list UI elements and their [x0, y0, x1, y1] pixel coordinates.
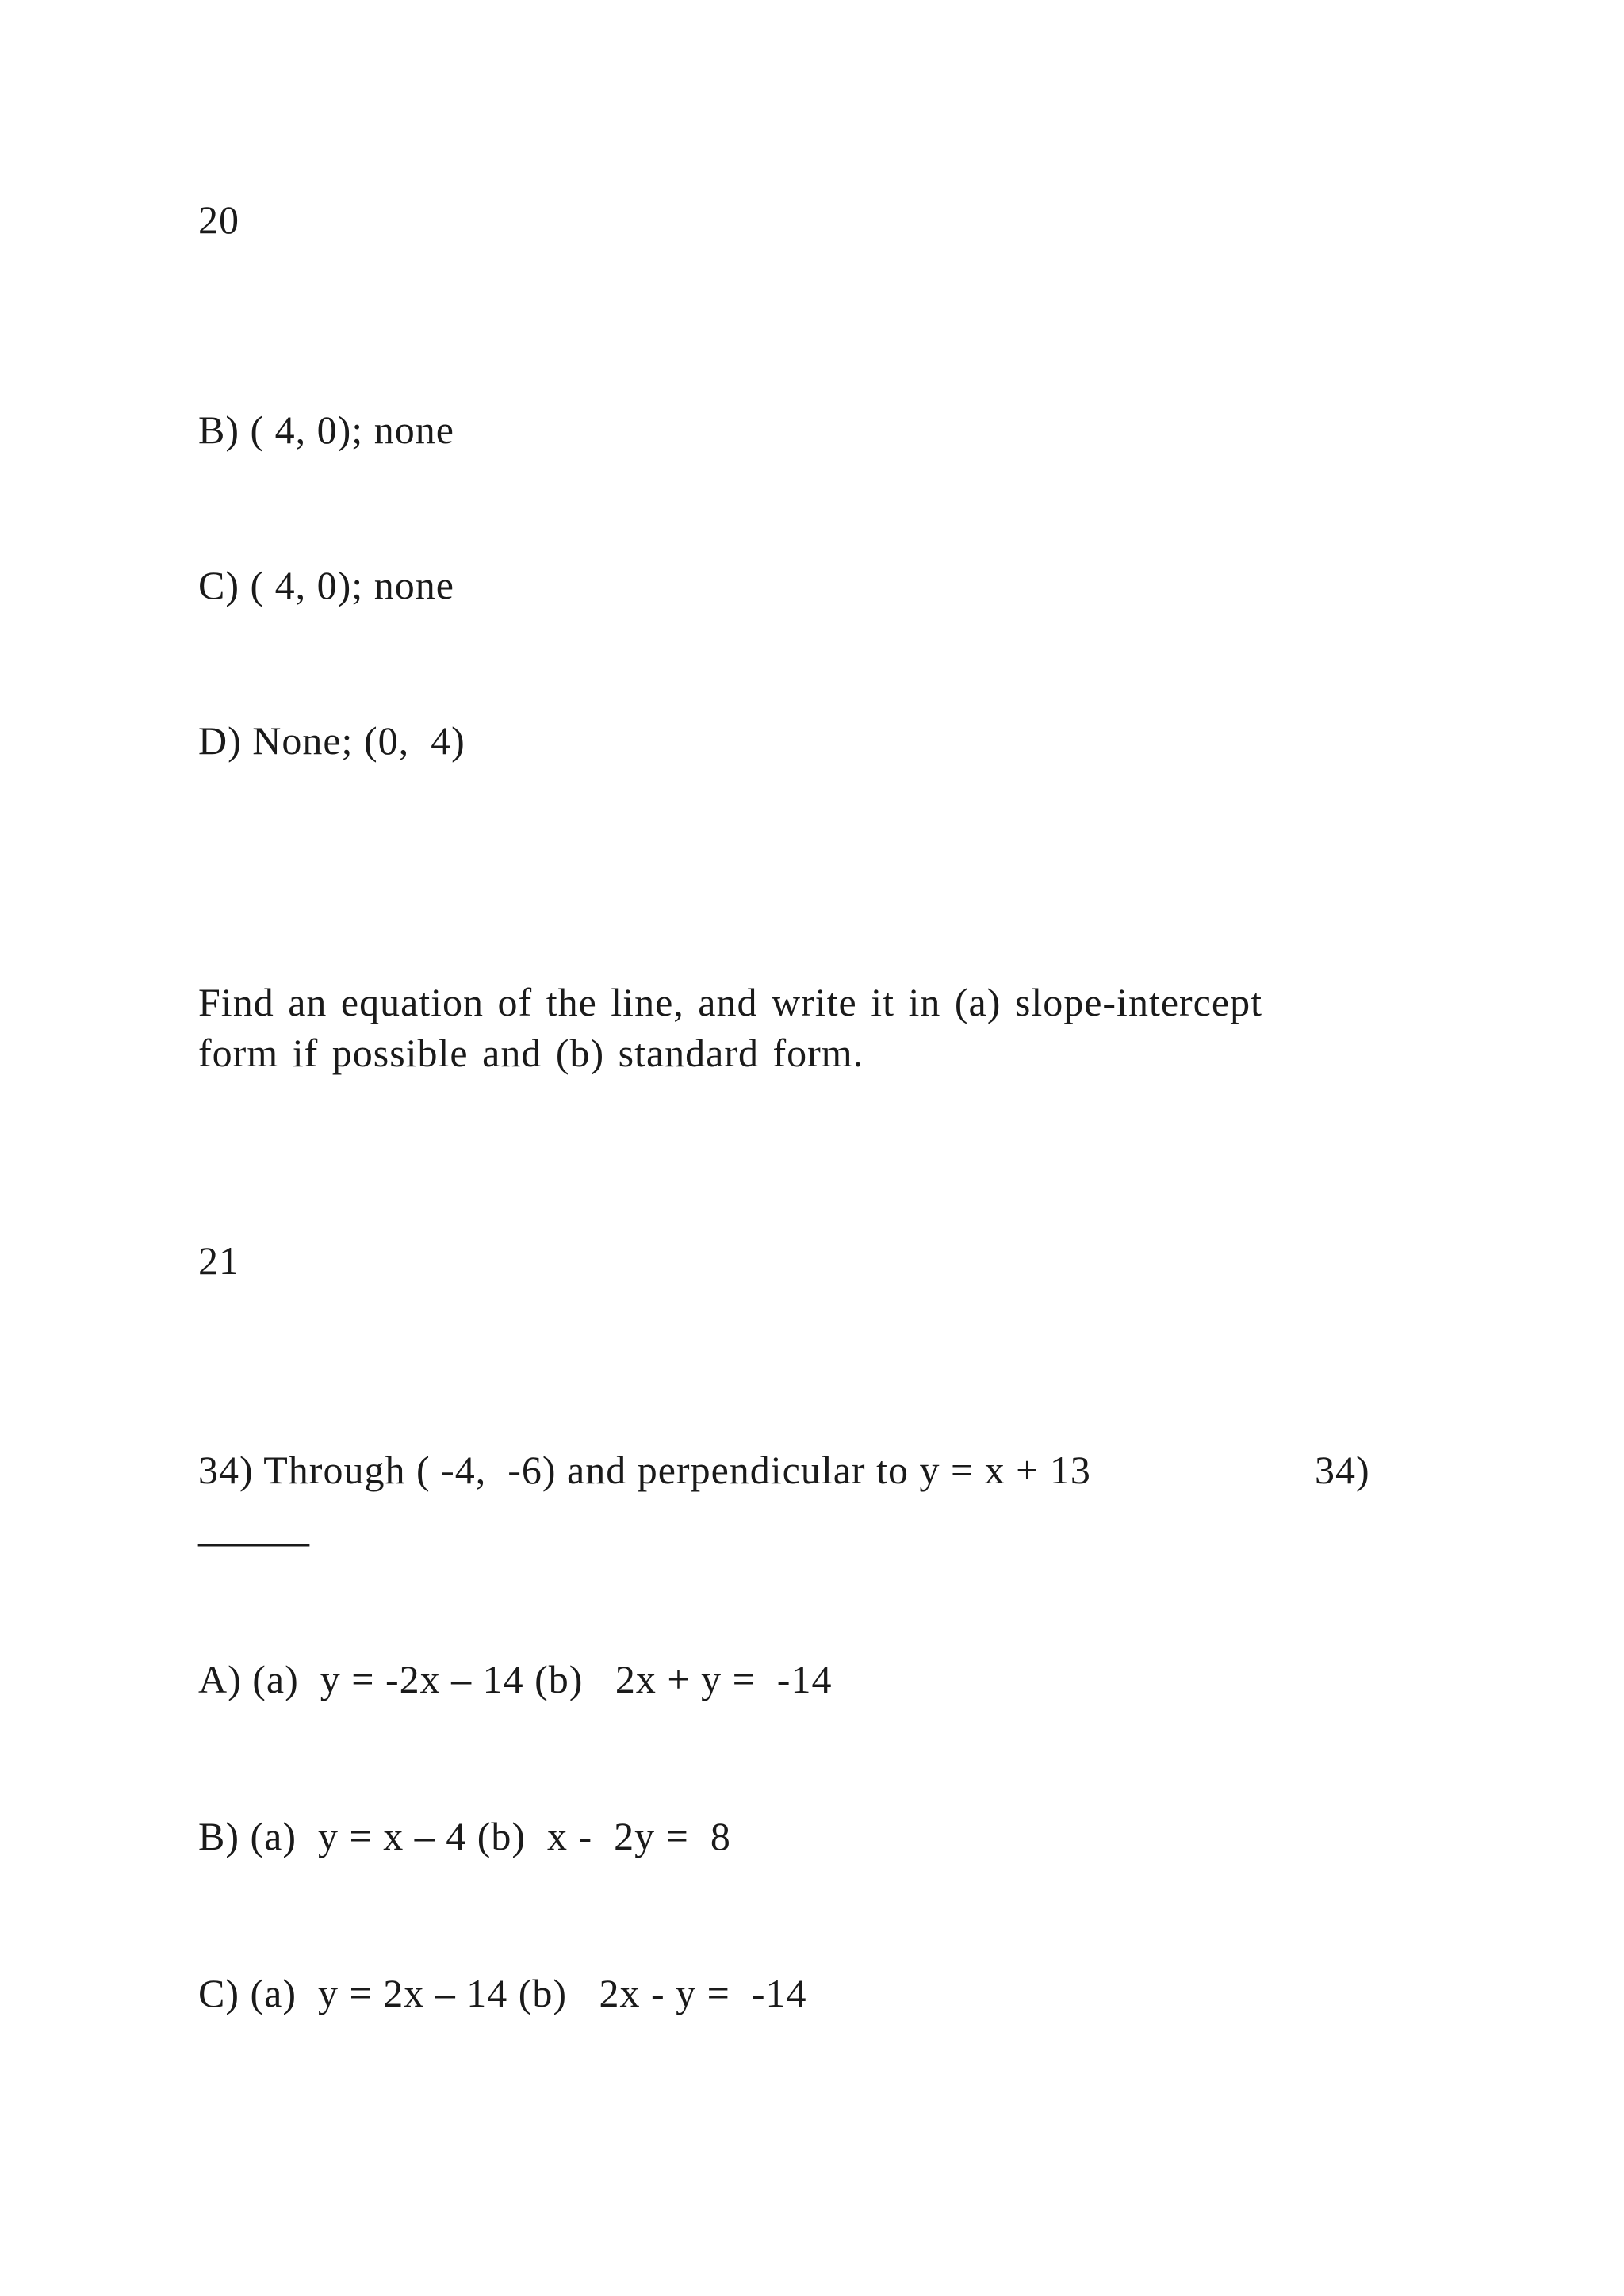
instruction-line-2: form if possible and (b) standard form. [198, 1031, 864, 1075]
question-text: 34) Through ( -4, -6) and perpendicular to y = x + 13 [198, 1448, 1091, 1492]
page-number-20: 20 [198, 197, 239, 242]
option-c: C) (a) y = 2x – 14 (b) 2x - y = -14 [198, 1971, 807, 2015]
answer-blank: ______ [198, 1506, 308, 1550]
option-d-previous: D) None; (0, 4) [198, 718, 465, 763]
option-b-previous: B) ( 4, 0); none [198, 408, 454, 452]
instruction-line-1: Find an equation of the line, and write it in (a) slope-intercept [198, 980, 1262, 1024]
option-b: B) (a) y = x – 4 (b) x - 2y = 8 [198, 1814, 731, 1858]
question-34 [198, 1445, 1388, 1647]
option-a: A) (a) y = -2x – 14 (b) 2x + y = -14 [198, 1657, 833, 1701]
question-number-right: 34) [1315, 1448, 1370, 1492]
option-c-previous: C) ( 4, 0); none [198, 563, 454, 607]
instruction-text [198, 977, 1404, 1078]
page-number-21: 21 [198, 1238, 239, 1283]
